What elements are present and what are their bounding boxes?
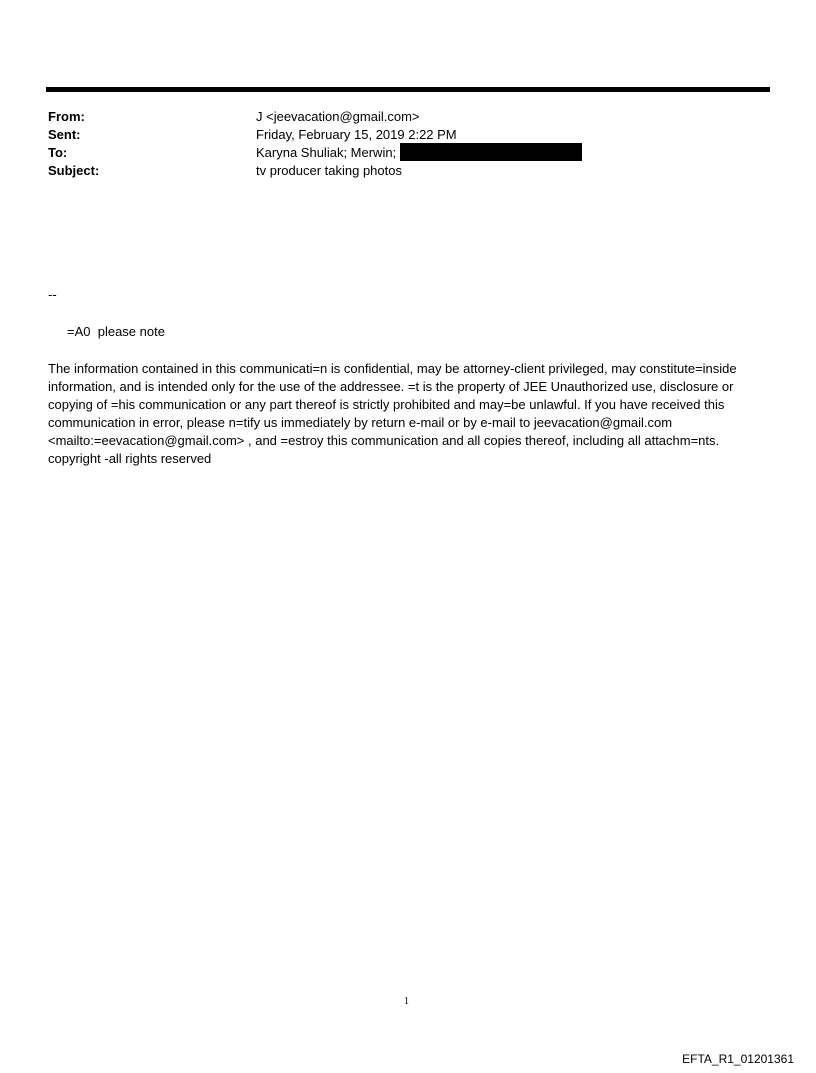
- to-label: To:: [48, 144, 68, 160]
- to-value: Karyna Shuliak; Merwin;: [256, 144, 397, 160]
- note-line: =A0 please note: [67, 324, 165, 339]
- to-row: [48, 143, 768, 161]
- subject-row: [48, 161, 768, 179]
- from-row: [48, 107, 768, 125]
- from-label: From:: [48, 108, 85, 124]
- redaction-box: [400, 143, 582, 161]
- header-divider: [46, 87, 770, 92]
- confidentiality-disclaimer: The information contained in this communicati=n is confidential, may be attorney-client privileged, may constitute=inside information, and is intended only for the use of the addressee. =t is the property of JEE Unauthorized use, disclosure or copying of =his communication or any part thereof is strictly prohibited and may=be unlawful. If you have received this communication in error, please n=tify us immediately by return e-mail or by e-mail to jeevacation@gmail.com <mailto:=eevacation@gmail.com> , and =estroy this communication and all copies thereof, including all attachm=nts. copyright -all rights reserved: [48, 361, 737, 466]
- from-value: J <jeevacation@gmail.com>: [256, 108, 420, 124]
- to-value-wrapper: [256, 143, 582, 161]
- subject-value: tv producer taking photos: [256, 162, 402, 178]
- bates-number: EFTA_R1_01201361: [682, 1052, 794, 1066]
- sent-row: [48, 125, 768, 143]
- email-header: [48, 107, 768, 179]
- page-number: 1: [404, 996, 409, 1007]
- subject-label: Subject:: [48, 162, 100, 178]
- sent-label: Sent:: [48, 126, 81, 142]
- sent-value: Friday, February 15, 2019 2:22 PM: [256, 126, 457, 142]
- signature-separator: --: [48, 287, 57, 302]
